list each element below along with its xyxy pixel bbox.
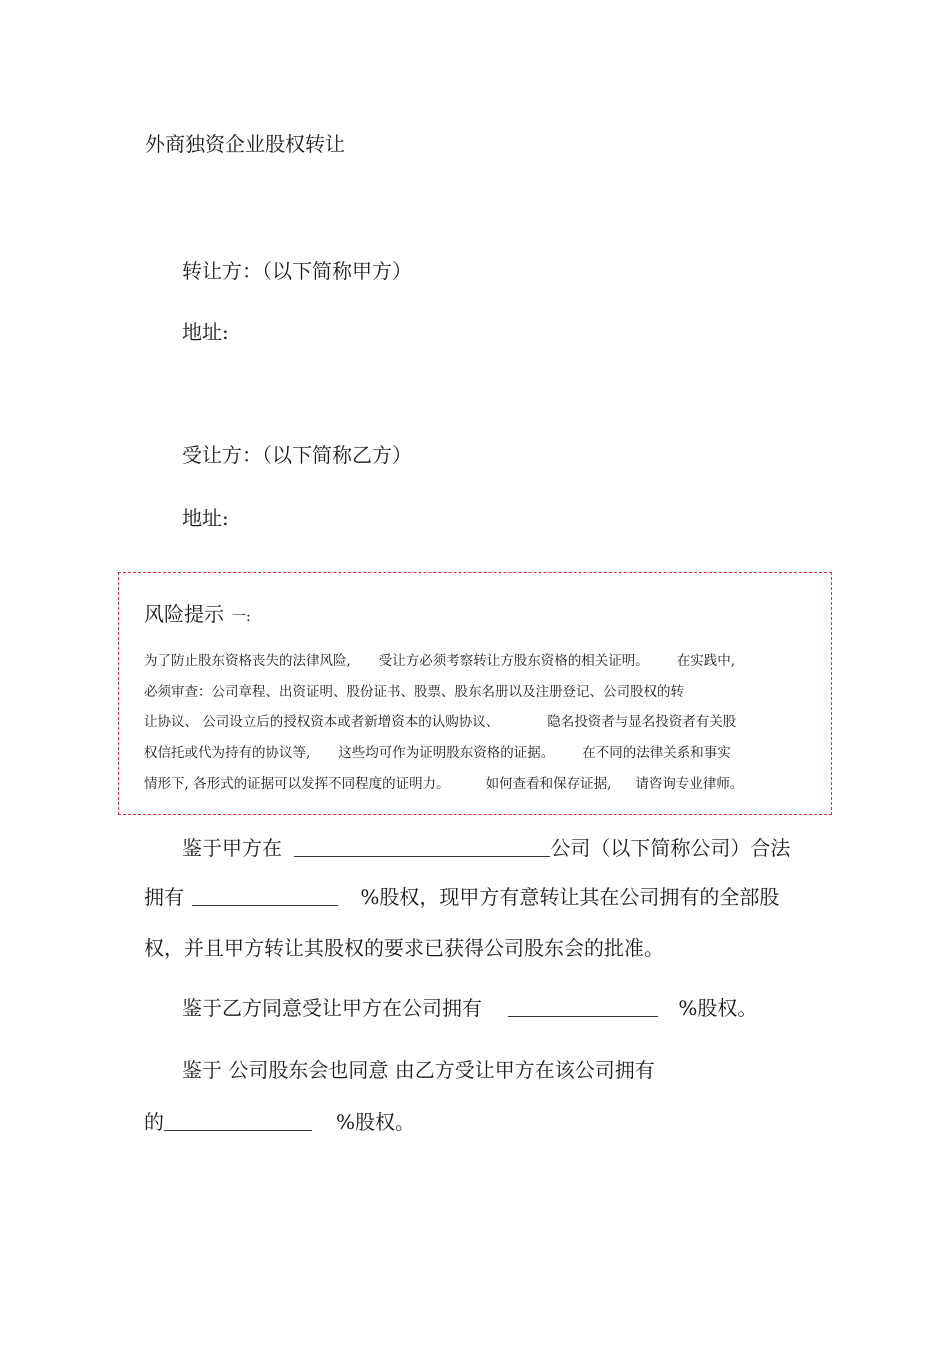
- equity-percent-blank: [508, 996, 658, 1017]
- transferor-address-label: 地址:: [182, 320, 229, 344]
- risk-notice-heading: 风险提示: [144, 602, 224, 626]
- risk-line: [144, 772, 743, 792]
- paragraph-1-line-2: [144, 881, 779, 910]
- risk-line: [144, 710, 736, 730]
- paragraph-1-line-3: 权，并且甲方转让其股权的要求已获得公司股东会的批准。: [144, 936, 664, 960]
- risk-text: 在实践中,: [676, 653, 736, 669]
- risk-text: 在不同的法律关系和事实: [582, 745, 731, 761]
- paragraph-text: %股权，现甲方有意转让其在公司拥有的全部股: [360, 885, 780, 909]
- risk-text: 这些均可作为证明股东资格的证据。: [338, 745, 555, 761]
- paragraph-text: 公司（以下简称公司）合法: [550, 836, 791, 860]
- risk-line: [144, 680, 684, 700]
- risk-text: 如何查看和保存证据,: [485, 776, 612, 792]
- paragraph-2: [182, 992, 757, 1021]
- risk-text: 让协议、 公司设立后的授权资本或者新增资本的认购协议、: [144, 714, 500, 730]
- paragraph-text: 鉴于甲方在: [182, 836, 282, 860]
- paragraph-3-line-2: [144, 1106, 415, 1135]
- transferee-address-label: 地址:: [182, 506, 229, 530]
- transferee-label: 受让方：（以下简称乙方）: [182, 443, 412, 467]
- paragraph-3-line-1: 鉴于 公司股东会也同意 由乙方受让甲方在该公司拥有: [182, 1058, 655, 1082]
- equity-percent-blank: [192, 885, 338, 906]
- document-title: 外商独资企业股权转让: [145, 132, 345, 156]
- paragraph-text: %股权。: [336, 1110, 416, 1134]
- risk-text: 情形下, 各形式的证据可以发挥不同程度的证明力。: [144, 776, 450, 792]
- risk-text: 隐名投资者与显名投资者有关股: [547, 714, 737, 730]
- risk-text: 受让方必须考察转让方股东资格的相关证明。: [378, 653, 649, 669]
- risk-line: [144, 741, 731, 761]
- paragraph-text: %股权。: [678, 996, 758, 1020]
- risk-text: 为了防止股东资格丧失的法律风险,: [144, 653, 351, 669]
- risk-text: 必须审查：公司章程、出资证明、股份证书、股票、股东名册以及注册登记、公司股权的转: [144, 684, 684, 700]
- equity-percent-blank: [164, 1110, 312, 1131]
- transferor-label: 转让方：（以下简称甲方）: [182, 259, 412, 283]
- paragraph-1-line-1: [182, 832, 790, 861]
- paragraph-text: 的: [144, 1110, 164, 1134]
- risk-notice-title: [144, 598, 251, 627]
- risk-text: 权信托或代为持有的协议等,: [144, 745, 311, 761]
- paragraph-text: 拥有: [144, 885, 184, 909]
- risk-line: [144, 649, 735, 669]
- risk-text: 请咨询专业律师。: [635, 776, 744, 792]
- risk-notice-suffix: 一:: [232, 609, 251, 625]
- company-name-blank: [294, 836, 550, 857]
- paragraph-text: 鉴于乙方同意受让甲方在公司拥有: [182, 996, 482, 1020]
